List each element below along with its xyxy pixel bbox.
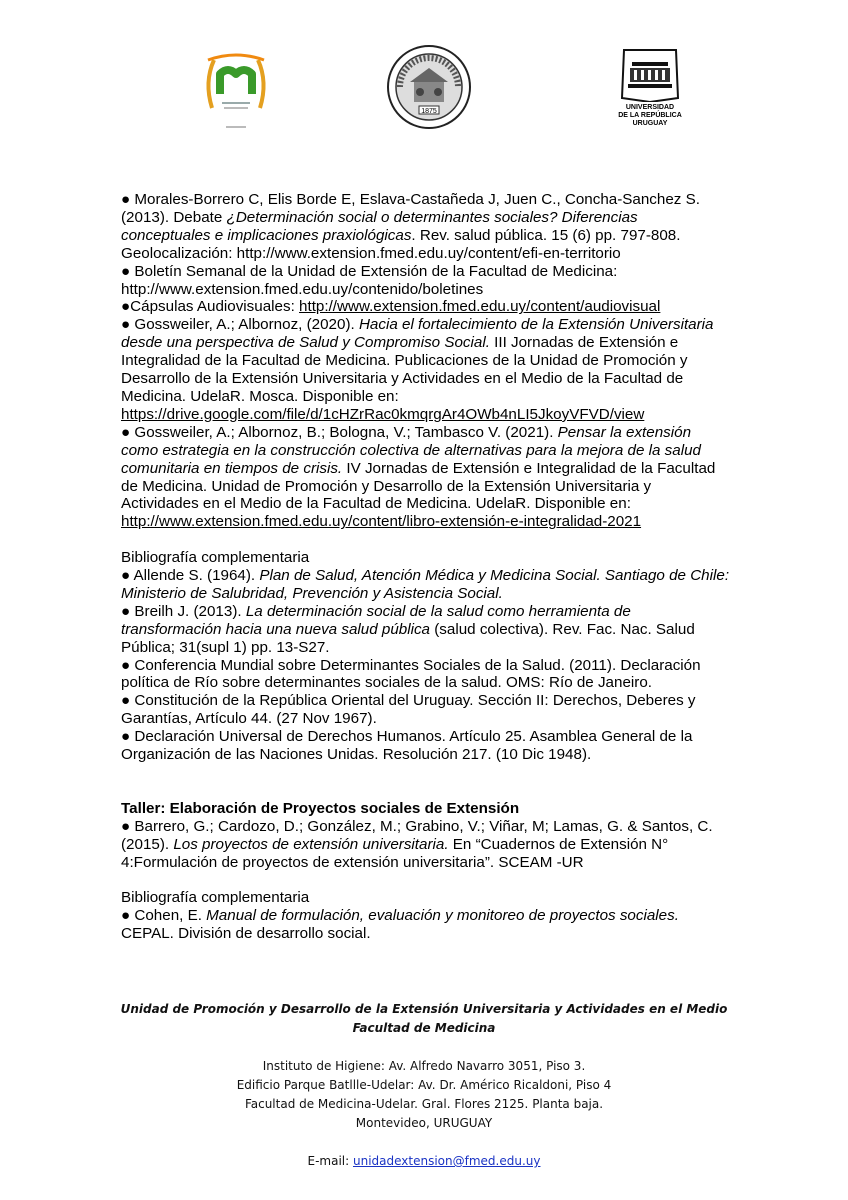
section-heading: Bibliografía complementaria (121, 549, 310, 567)
address-line: Facultad de Medicina-Udelar. Gral. Flores 2125. Planta baja. (244, 1097, 604, 1111)
ref-text: ● Morales-Borrero C, Elis Borde E, Eslava-Castañeda J, Juen C., Concha-Sanchez S. (2013). Debate (121, 191, 700, 226)
ref-text: . Rev. salud pública. 15 (6) pp. 797-808. (411, 226, 681, 244)
reference-item (121, 316, 731, 423)
ref-text: ●Cápsulas Audiovisuales: (121, 298, 300, 316)
ref-title: La determinación social de la salud como herramienta de transformación hacia una nueva salud pública (121, 602, 631, 638)
udelar-building-icon (612, 48, 688, 102)
ref-title: Plan de Salud, Atención Médica y Medicina Social. Santiago de Chile: Ministerio de Salubridad, Prevención y Asistencia Social. (121, 567, 730, 602)
reference-item: ● Conferencia Mundial sobre Determinantes Sociales de la Salud. (2011). Declaración política de Río sobre determinantes sociales de la salud. OMS: Río de Janeiro. (121, 656, 701, 692)
ref-text: ● Gossweiler, A.; Albornoz, B.; Bologna, V.; Tambasco V. (2021). (121, 423, 558, 441)
drive-link[interactable]: https://drive.google.com/file/d/1cHZrRac0kmqrgAr4OWb4nLI5JkoyVFVD/view (121, 405, 645, 423)
email-label: E-mail: (307, 1154, 353, 1168)
address-line: Instituto de Higiene: Av. Alfredo Navarro 3051, Piso 3. (262, 1059, 586, 1073)
ref-text: En “Cuadernos de Extensión N° 4:Formulación de proyectos de extensión universitaria”. SCEAM -UR (121, 835, 669, 871)
ref-text: ● Barrero, G.; Cardozo, D.; González, M.; Grabino, V.; Viñar, M; Lamas, G. & Santos, C. (2015). (121, 817, 713, 853)
ref-text: (salud colectiva). Rev. Fac. Nac. Salud Pública; 31(supl 1) pp. 13-S27. (121, 620, 695, 656)
ref-title: Los proyectos de extensión universitaria. (173, 835, 449, 853)
ref-text: CEPAL. División de desarrollo social. (121, 925, 371, 943)
reference-item: ● Boletín Semanal de la Unidad de Extensión de la Facultad de Medicina: http://www.extension.fmed.edu.uy/contenido/boletines (121, 262, 618, 298)
ref-text: ● Breilh J. (2013). (121, 602, 246, 620)
udelar-caption (612, 104, 688, 128)
contact-line (0, 1152, 848, 1171)
unit-name: Unidad de Promoción y Desarrollo de la Extensión Universitaria y Actividades en el Medio (120, 1002, 728, 1016)
ref-text: ● Gossweiler, A.; Albornoz, (2020). (121, 316, 359, 334)
ref-text: IV Jornadas de Extensión e Integralidad de la Facultad de Medicina. Unidad de Promoción y Desarrollo de la Extensión Universitaria y Actividades en el Medio de la Facultad de Medicina. UdelaR. Disponible en: (121, 459, 716, 513)
reference-item (121, 818, 731, 872)
header-logos (0, 40, 848, 140)
reference-item (121, 907, 731, 943)
address-line: Edificio Parque Batllle-Udelar: Av. Dr. Américo Ricaldoni, Piso 4 (236, 1078, 612, 1092)
caption-line: URUGUAY (632, 120, 668, 127)
page-footer (0, 1000, 848, 1171)
ref-title: ¿Determinación social o determinantes sociales? Diferencias conceptuales e implicaciones praxiológicas (121, 208, 638, 244)
faculty-seal-icon (386, 42, 472, 132)
caption-line: UNIVERSIDAD (625, 104, 675, 111)
ref-title: Hacia el fortalecimiento de la Extensión Universitaria desde una perspectiva de Salud y Compromiso Social. (121, 316, 714, 352)
reference-item: ● Declaración Universal de Derechos Humanos. Artículo 25. Asamblea General de la Organización de las Naciones Unidas. Resolución 217. (10 Dic 1948). (121, 728, 693, 764)
book-link[interactable]: http://www.extension.fmed.edu.uy/content/libro-extensión-e-integralidad-2021 (121, 513, 642, 531)
ref-title: Pensar la extensión como estrategia en la construcción colectiva de alternativas para la mejora de la salud comunitaria en tiempos de crisis. (121, 423, 701, 477)
reference-item (121, 298, 731, 316)
faculty-name: Facultad de Medicina (352, 1021, 496, 1035)
reference-item (121, 603, 731, 657)
caption-line: DE LA REPÚBLICA (618, 112, 682, 119)
address-line: Montevideo, URUGUAY (355, 1116, 493, 1130)
section-heading: Bibliografía complementaria (121, 889, 310, 907)
bibliography-content (121, 191, 731, 943)
reference-item (121, 424, 731, 531)
extension-unit-logo (200, 52, 272, 132)
reference-item (121, 191, 731, 245)
ref-title: Manual de formulación, evaluación y monitoreo de proyectos sociales. (206, 907, 679, 925)
ref-text: ● Allende S. (1964). (121, 567, 260, 585)
ref-text: III Jornadas de Extensión e Integralidad de la Facultad de Medicina. Publicaciones de la Unidad de Promoción y Desarrollo de la Extensión Universitaria y Actividades en el Medio de la Facultad de Medicina. UdelaR. Mosca. Disponible en: (121, 334, 688, 405)
ref-text: ● Cohen, E. (121, 907, 207, 925)
email-link[interactable]: unidadextension@fmed.edu.uy (352, 1154, 541, 1168)
audiovisual-link[interactable]: http://www.extension.fmed.edu.uy/content/audiovisual (299, 298, 661, 316)
reference-item (121, 567, 731, 603)
seal-year: 1875 (421, 108, 437, 115)
reference-item: Geolocalización: http://www.extension.fmed.edu.uy/content/efi-en-territorio (121, 244, 621, 262)
udelar-logo (612, 48, 688, 132)
section-heading: Taller: Elaboración de Proyectos sociales de Extensión (121, 799, 520, 817)
reference-item: ● Constitución de la República Oriental del Uruguay. Sección II: Derechos, Deberes y Garantías, Artículo 44. (27 Nov 1967). (121, 692, 696, 728)
